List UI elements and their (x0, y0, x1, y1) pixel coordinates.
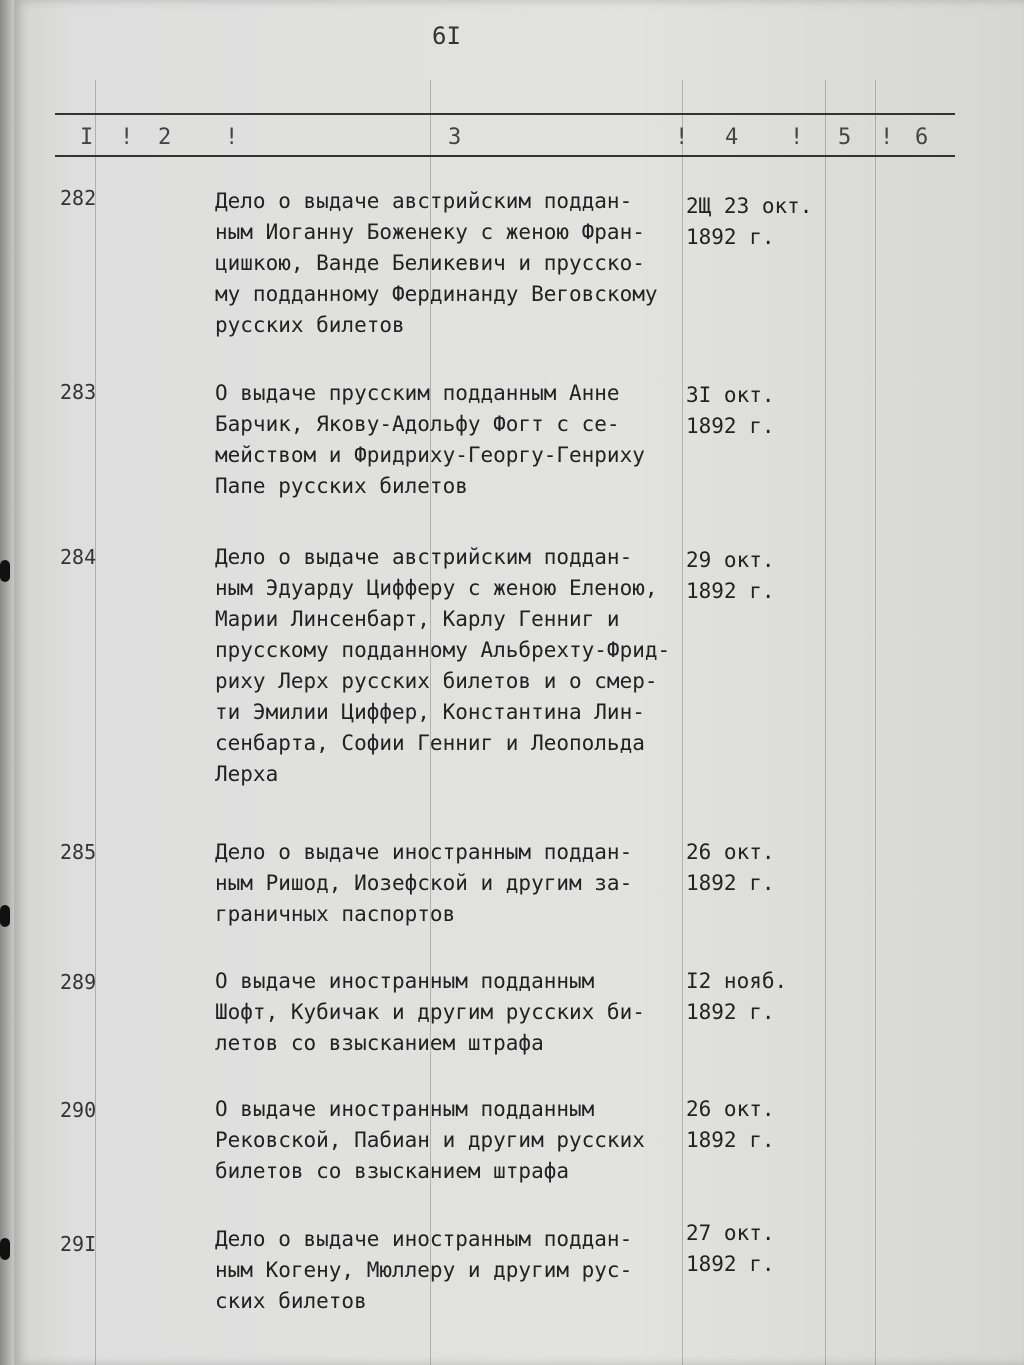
entry-date-line: 2Щ 23 окт. (686, 194, 813, 218)
entry-line: Рековской, Пабиан и другим русских (215, 1128, 645, 1152)
entry-date-line: 26 окт. (686, 840, 775, 864)
binding-hole (0, 905, 10, 927)
column-header-row (55, 113, 955, 157)
entry-line: О выдаче иностранным подданным (215, 1097, 595, 1121)
entry-line: прусскому подданному Альбрехту-Фрид- (215, 638, 671, 662)
column-separator: ! (790, 125, 804, 150)
entry-description (215, 1094, 685, 1187)
entry-line: ным Ришод, Иозефской и другим за- (215, 871, 633, 895)
entry-date-line: 29 окт. (686, 548, 775, 572)
entry-date (686, 1094, 775, 1156)
entry-line: билетов со взысканием штрафа (215, 1159, 570, 1183)
column-header: 2 (158, 125, 172, 150)
page-binding (0, 0, 14, 1365)
entry-line: Барчик, Якову-Адольфу Фогт с се- (215, 412, 620, 436)
entry-line: ным Когену, Мюллеру и другим рус- (215, 1258, 633, 1282)
entry-line: граничных паспортов (215, 902, 456, 926)
column-header: 5 (838, 125, 852, 150)
entry-line: О выдаче иностранным подданным (215, 969, 595, 993)
entry-line: мейством и Фридриху-Георгу-Генриху (215, 443, 645, 467)
entry-line: Марии Линсенбарт, Карлу Генниг и (215, 607, 620, 631)
page-number: 6I (432, 22, 461, 50)
entry-line: Дело о выдаче австрийским поддан- (215, 545, 633, 569)
entry-number: 282 (60, 186, 97, 210)
entry-line: Дело о выдаче иностранным поддан- (215, 840, 633, 864)
entry-line: ских билетов (215, 1289, 367, 1313)
entry-date-line: 1892 г. (686, 579, 775, 603)
entry-line: О выдаче прусским подданным Анне (215, 381, 620, 405)
binding-hole (0, 1238, 10, 1260)
entry-date-line: 1892 г. (686, 871, 775, 895)
entry-line: цишкою, Ванде Беликевич и прусско- (215, 251, 645, 275)
entry-description (215, 542, 685, 790)
column-separator: ! (225, 125, 239, 150)
column-header: I (80, 125, 94, 150)
entry-number: 290 (60, 1098, 97, 1122)
column-separator: ! (880, 125, 894, 150)
entry-line: Лерха (215, 762, 279, 786)
column-divider (875, 80, 876, 1365)
entry-date-line: 1892 г. (686, 1000, 775, 1024)
column-divider (95, 80, 96, 1365)
column-divider (825, 80, 826, 1365)
entry-line: риху Лерх русских билетов и о смер- (215, 669, 658, 693)
entry-description (215, 378, 685, 502)
entry-description (215, 837, 685, 930)
header-bottom-rule (55, 155, 955, 157)
entry-date (686, 837, 775, 899)
column-separator: ! (675, 125, 689, 150)
entry-date-line: 3I окт. (686, 383, 775, 407)
entry-line: ти Эмилии Циффер, Константина Лин- (215, 700, 645, 724)
entry-date (686, 545, 775, 607)
entry-date (686, 966, 787, 1028)
entry-date-line: 1892 г. (686, 1128, 775, 1152)
entry-line: Дело о выдаче австрийским поддан- (215, 189, 633, 213)
entry-date (686, 1218, 775, 1280)
column-header: 4 (725, 125, 739, 150)
entry-line: Дело о выдаче иностранным поддан- (215, 1227, 633, 1251)
entry-line: Папе русских билетов (215, 474, 468, 498)
entry-date-line: I2 нояб. (686, 969, 788, 993)
entry-number: 283 (60, 380, 97, 404)
column-header: 3 (448, 125, 462, 150)
entry-number: 289 (60, 970, 97, 994)
column-separator: ! (120, 125, 134, 150)
entry-date (686, 191, 812, 253)
entry-date-line: 1892 г. (686, 1252, 775, 1276)
entry-line: ным Эдуарду Цифферу с женою Еленою, (215, 576, 658, 600)
entry-line: Шофт, Кубичак и другим русских би- (215, 1000, 645, 1024)
entry-date-line: 27 окт. (686, 1221, 775, 1245)
entry-number: 29I (60, 1232, 97, 1256)
entry-line: летов со взысканием штрафа (215, 1031, 544, 1055)
entry-date-line: 1892 г. (686, 414, 775, 438)
entry-number: 285 (60, 840, 97, 864)
entry-line: русских билетов (215, 313, 405, 337)
entry-date (686, 380, 775, 442)
entry-date-line: 1892 г. (686, 225, 775, 249)
column-header: 6 (915, 125, 929, 150)
entry-line: му подданному Фердинанду Веговскому (215, 282, 658, 306)
entry-description (215, 966, 685, 1059)
entry-line: сенбарта, Софии Генниг и Леопольда (215, 731, 645, 755)
entry-line: ным Иоганну Боженеку с женою Фран- (215, 220, 645, 244)
entry-date-line: 26 окт. (686, 1097, 775, 1121)
entry-number: 284 (60, 545, 97, 569)
entry-description (215, 186, 685, 341)
entry-description (215, 1224, 685, 1317)
binding-hole (0, 560, 10, 582)
